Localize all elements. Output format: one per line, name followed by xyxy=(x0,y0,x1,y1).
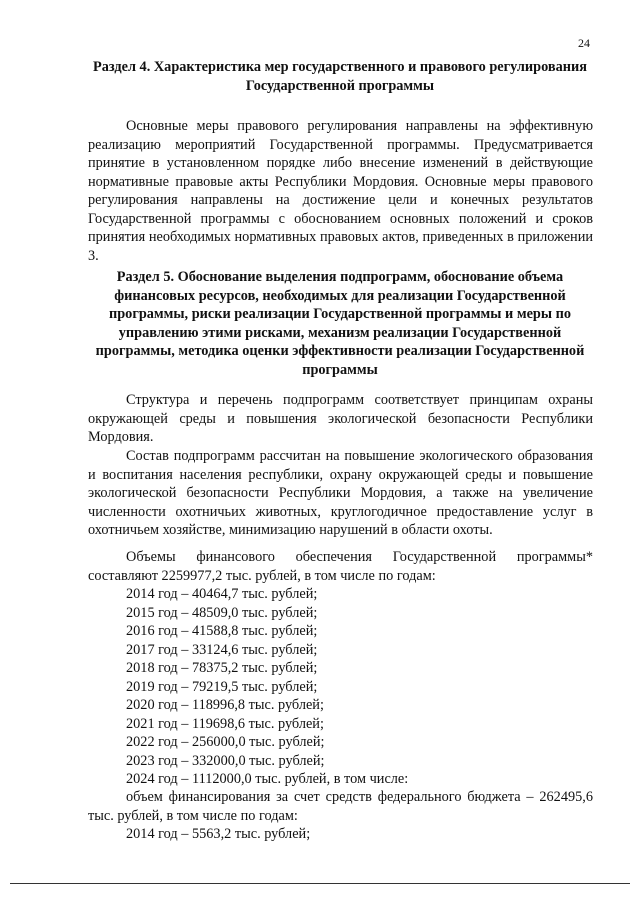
funding-year-item: 2021 год – 119698,6 тыс. рублей; xyxy=(126,715,324,732)
federal-funding-year-item: 2014 год – 5563,2 тыс. рублей; xyxy=(126,826,311,842)
funding-year-item: 2020 год – 118996,8 тыс. рублей; xyxy=(126,697,324,713)
funding-year-item: 2023 год – 332000,0 тыс. рублей; xyxy=(126,752,325,769)
funding-year-item: 2019 год – 79219,5 тыс. рублей; xyxy=(126,678,318,695)
funding-year-item: 2015 год – 48509,0 тыс. рублей; xyxy=(126,604,318,621)
funding-year-item: 2018 год – 78375,2 тыс. рублей; xyxy=(126,660,318,676)
page-number: 24 xyxy=(578,36,590,50)
funding-year-item: 2022 год – 256000,0 тыс. рублей; xyxy=(126,734,325,750)
funding-year-item: 2024 год – 1112000,0 тыс. рублей, в том числе: xyxy=(126,771,409,787)
funding-by-year-list xyxy=(0,585,409,789)
footer-rule xyxy=(10,883,630,884)
subprogram-composition-paragraph: Состав подпрограмм рассчитан на повышение экологического образования и воспитания населения республики, охрану окружающей среды и повышение экологической безопасности Республики Мордовия, а также на увеличение численности охотничьих животных, круглогодичное предоставление услуг в охотничьем хозяйстве, минимизацию нарушений в области охоты. xyxy=(88,448,593,538)
section-4-paragraph: Основные меры правового регулирования направлены на эффективную реализацию мероприятий Государственной программы. Предусматривается принятие в установленном порядке либо внесение изменений в действующие нормативные правовые акты Республики Мордовия. Основные меры правового регулирования направлены на достижение цели и конечных результатов Государственной программы с обоснованием основных положений и сроков принятия необходимых нормативных правовых актов, приведенных в приложении 3. xyxy=(88,118,593,264)
funding-year-item: 2014 год – 40464,7 тыс. рублей; xyxy=(126,586,318,602)
section-4-heading: Раздел 4. Характеристика мер государственного и правового регулирования Государственной программы xyxy=(93,59,587,94)
subprogram-structure-paragraph: Структура и перечень подпрограмм соответствует принципам охраны окружающей среды и повышения экологической безопасности Республики Мордовия. xyxy=(88,392,593,445)
funding-year-item: 2017 год – 33124,6 тыс. рублей; xyxy=(126,641,318,658)
section-5-heading: Раздел 5. Обоснование выделения подпрограмм, обоснование объема финансовых ресурсов, необходимых для реализации Государственной программы, риски реализации Государственной программы и меры по управлению этими рисками, механизм реализации Государственной программы, методика оценки эффективности реализации Государственной программы xyxy=(95,269,585,378)
federal-budget-paragraph: объем финансирования за счет средств федерального бюджета – 262495,6 тыс. рублей, в том числе по годам: xyxy=(88,789,593,824)
funding-year-item: 2016 год – 41588,8 тыс. рублей; xyxy=(126,623,318,639)
funding-volume-paragraph: Объемы финансового обеспечения Государственной программы* составляют 2259977,2 тыс. рублей, в том числе по годам: xyxy=(88,549,593,584)
